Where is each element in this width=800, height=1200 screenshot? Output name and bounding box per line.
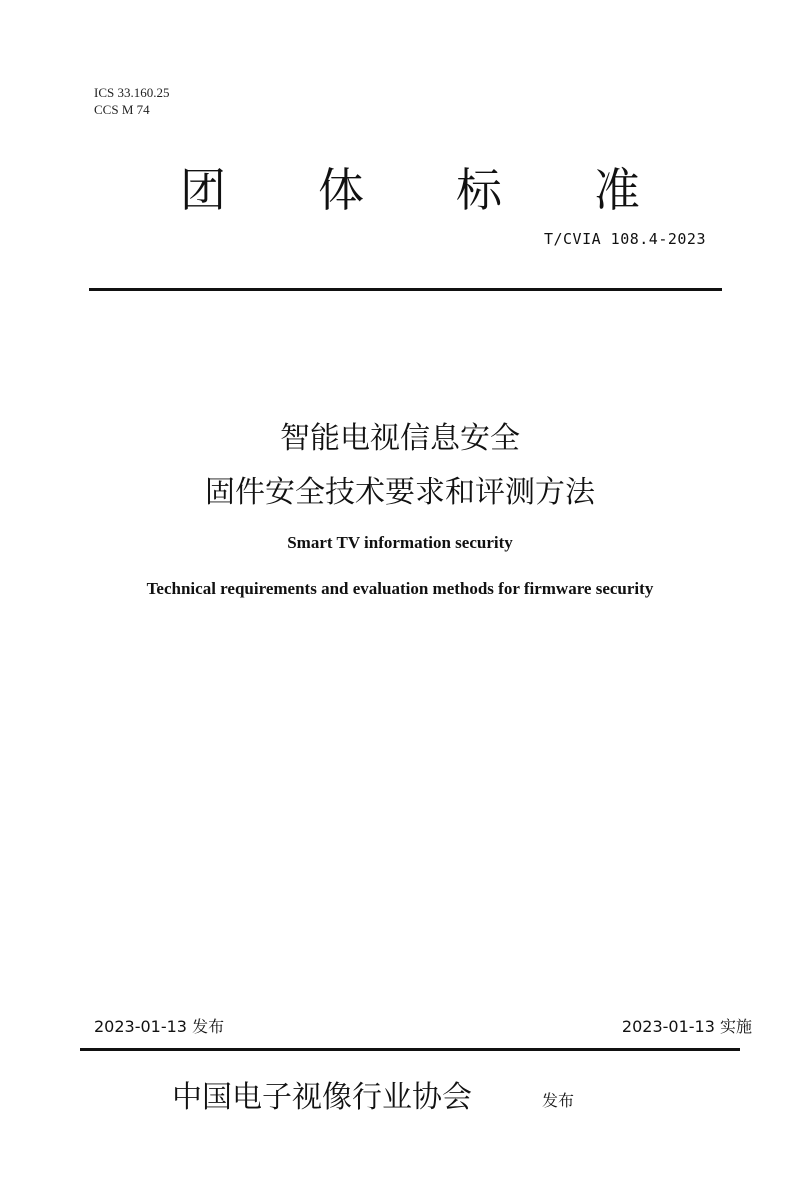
standard-type-char: 标 bbox=[456, 163, 502, 217]
standard-number: T/CVIA 108.4-2023 bbox=[543, 230, 706, 248]
ics-code: ICS 33.160.25 bbox=[94, 85, 170, 100]
standard-type-char: 准 bbox=[594, 163, 640, 217]
standard-type-char: 团 bbox=[180, 163, 226, 217]
standard-type-char: 体 bbox=[318, 163, 364, 217]
publish-date: 2023-01-13 发布 bbox=[94, 1017, 225, 1036]
chinese-title-line-2: 固件安全技术要求和评测方法 bbox=[205, 475, 595, 510]
classification-codes bbox=[94, 84, 169, 118]
standard-type-heading bbox=[180, 160, 640, 220]
bottom-divider bbox=[80, 1048, 740, 1051]
publisher-name: 中国电子视像行业协会 bbox=[172, 1080, 472, 1115]
chinese-title-line-1: 智能电视信息安全 bbox=[280, 421, 520, 456]
top-divider bbox=[89, 288, 722, 291]
implementation-date: 2023-01-13 实施 bbox=[621, 1017, 752, 1036]
english-title-line-2: Technical requirements and evaluation methods for firmware security bbox=[146, 579, 654, 598]
publisher-suffix: 发布 bbox=[542, 1091, 575, 1110]
english-title-line-1: Smart TV information security bbox=[287, 533, 513, 552]
ccs-code: CCS M 74 bbox=[94, 102, 150, 117]
